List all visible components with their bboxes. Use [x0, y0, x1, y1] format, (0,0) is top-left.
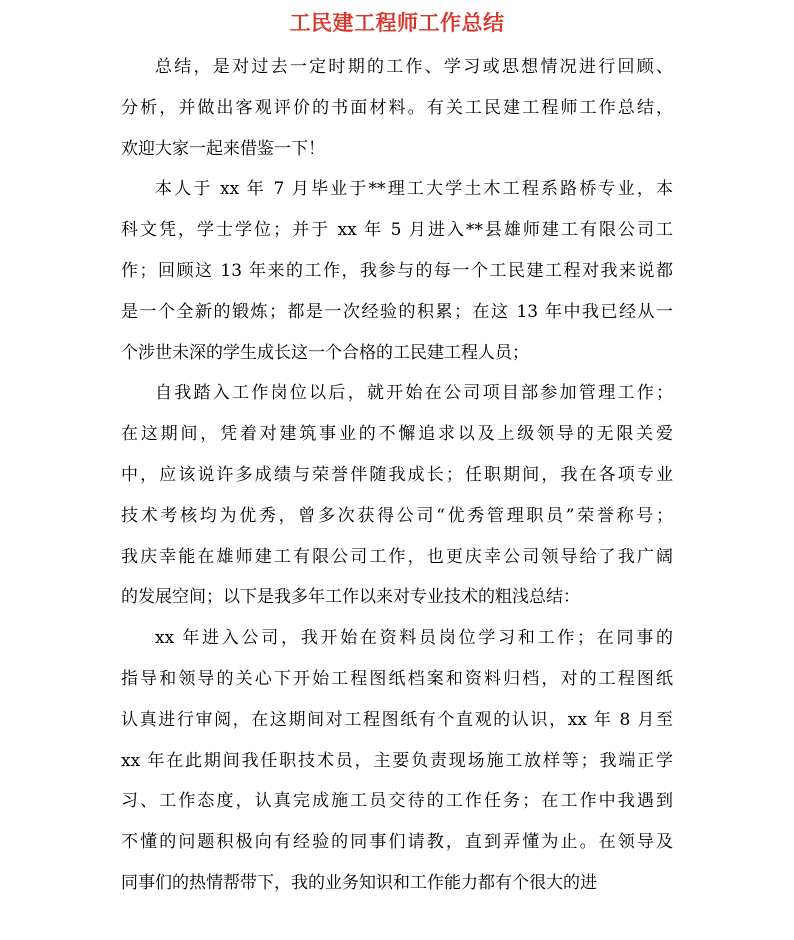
text-line: 自我踏入工作岗位以后，就开始在公司项目部参加管理工作； [155, 383, 673, 404]
paragraph-intro [121, 47, 673, 169]
text-line: 技术考核均为优秀，曾多次获得公司“优秀管理职员”荣誉称号； [121, 505, 673, 526]
text-line: 个涉世未深的学生成长这一个合格的工民建工程人员； [121, 342, 529, 363]
text-line: 欢迎大家一起来借鉴一下！ [121, 138, 325, 159]
text-line: 是一个全新的锻炼；都是一次经验的积累；在这 13 年中我已经从一 [121, 301, 673, 322]
document-body [121, 47, 673, 904]
text-line: 中，应该说许多成绩与荣誉伴随我成长；任职期间，我在各项专业 [121, 464, 673, 485]
text-line: 分析，并做出客观评价的书面材料。有关工民建工程师工作总结， [121, 97, 673, 118]
text-line: 我庆幸能在雄师建工有限公司工作，也更庆幸公司领导给了我广阔 [121, 546, 673, 567]
paragraph-background [121, 169, 673, 373]
text-line: xx 年进入公司，我开始在资料员岗位学习和工作；在同事的 [155, 628, 673, 649]
text-line: 科文凭，学士学位；并于 xx 年 5 月进入**县雄师建工有限公司工 [121, 220, 673, 241]
text-line: xx 年在此期间我任职技术员，主要负责现场施工放样等；我端正学 [121, 750, 673, 771]
text-line: 同事们的热情帮带下，我的业务知识和工作能力都有个很大的进 [121, 872, 597, 893]
text-line: 在这期间，凭着对建筑事业的不懈追求以及上级领导的无限关爱 [121, 424, 673, 445]
text-line: 的发展空间；以下是我多年工作以来对专业技术的粗浅总结： [121, 587, 580, 608]
text-line: 习、工作态度，认真完成施工员交待的工作任务；在工作中我遇到 [121, 791, 673, 812]
text-line: 认真进行审阅，在这期间对工程图纸有个直观的认识，xx 年 8 月至 [121, 709, 673, 730]
text-line: 作；回顾这 13 年来的工作，我参与的每一个工民建工程对我来说都 [121, 260, 673, 281]
paragraph-career [121, 373, 673, 618]
text-line: 指导和领导的关心下开始工程图纸档案和资料归档，对的工程图纸 [121, 668, 673, 689]
text-line: 本人于 xx 年 7 月毕业于**理工大学土木工程系路桥专业，本 [155, 179, 673, 200]
text-line: 总结，是对过去一定时期的工作、学习或思想情况进行回顾、 [155, 57, 673, 77]
text-line: 不懂的问题积极向有经验的同事们请教，直到弄懂为止。在领导及 [121, 832, 673, 853]
paragraph-experience [121, 618, 673, 904]
document-title: 工民建工程师工作总结 [289, 10, 505, 35]
